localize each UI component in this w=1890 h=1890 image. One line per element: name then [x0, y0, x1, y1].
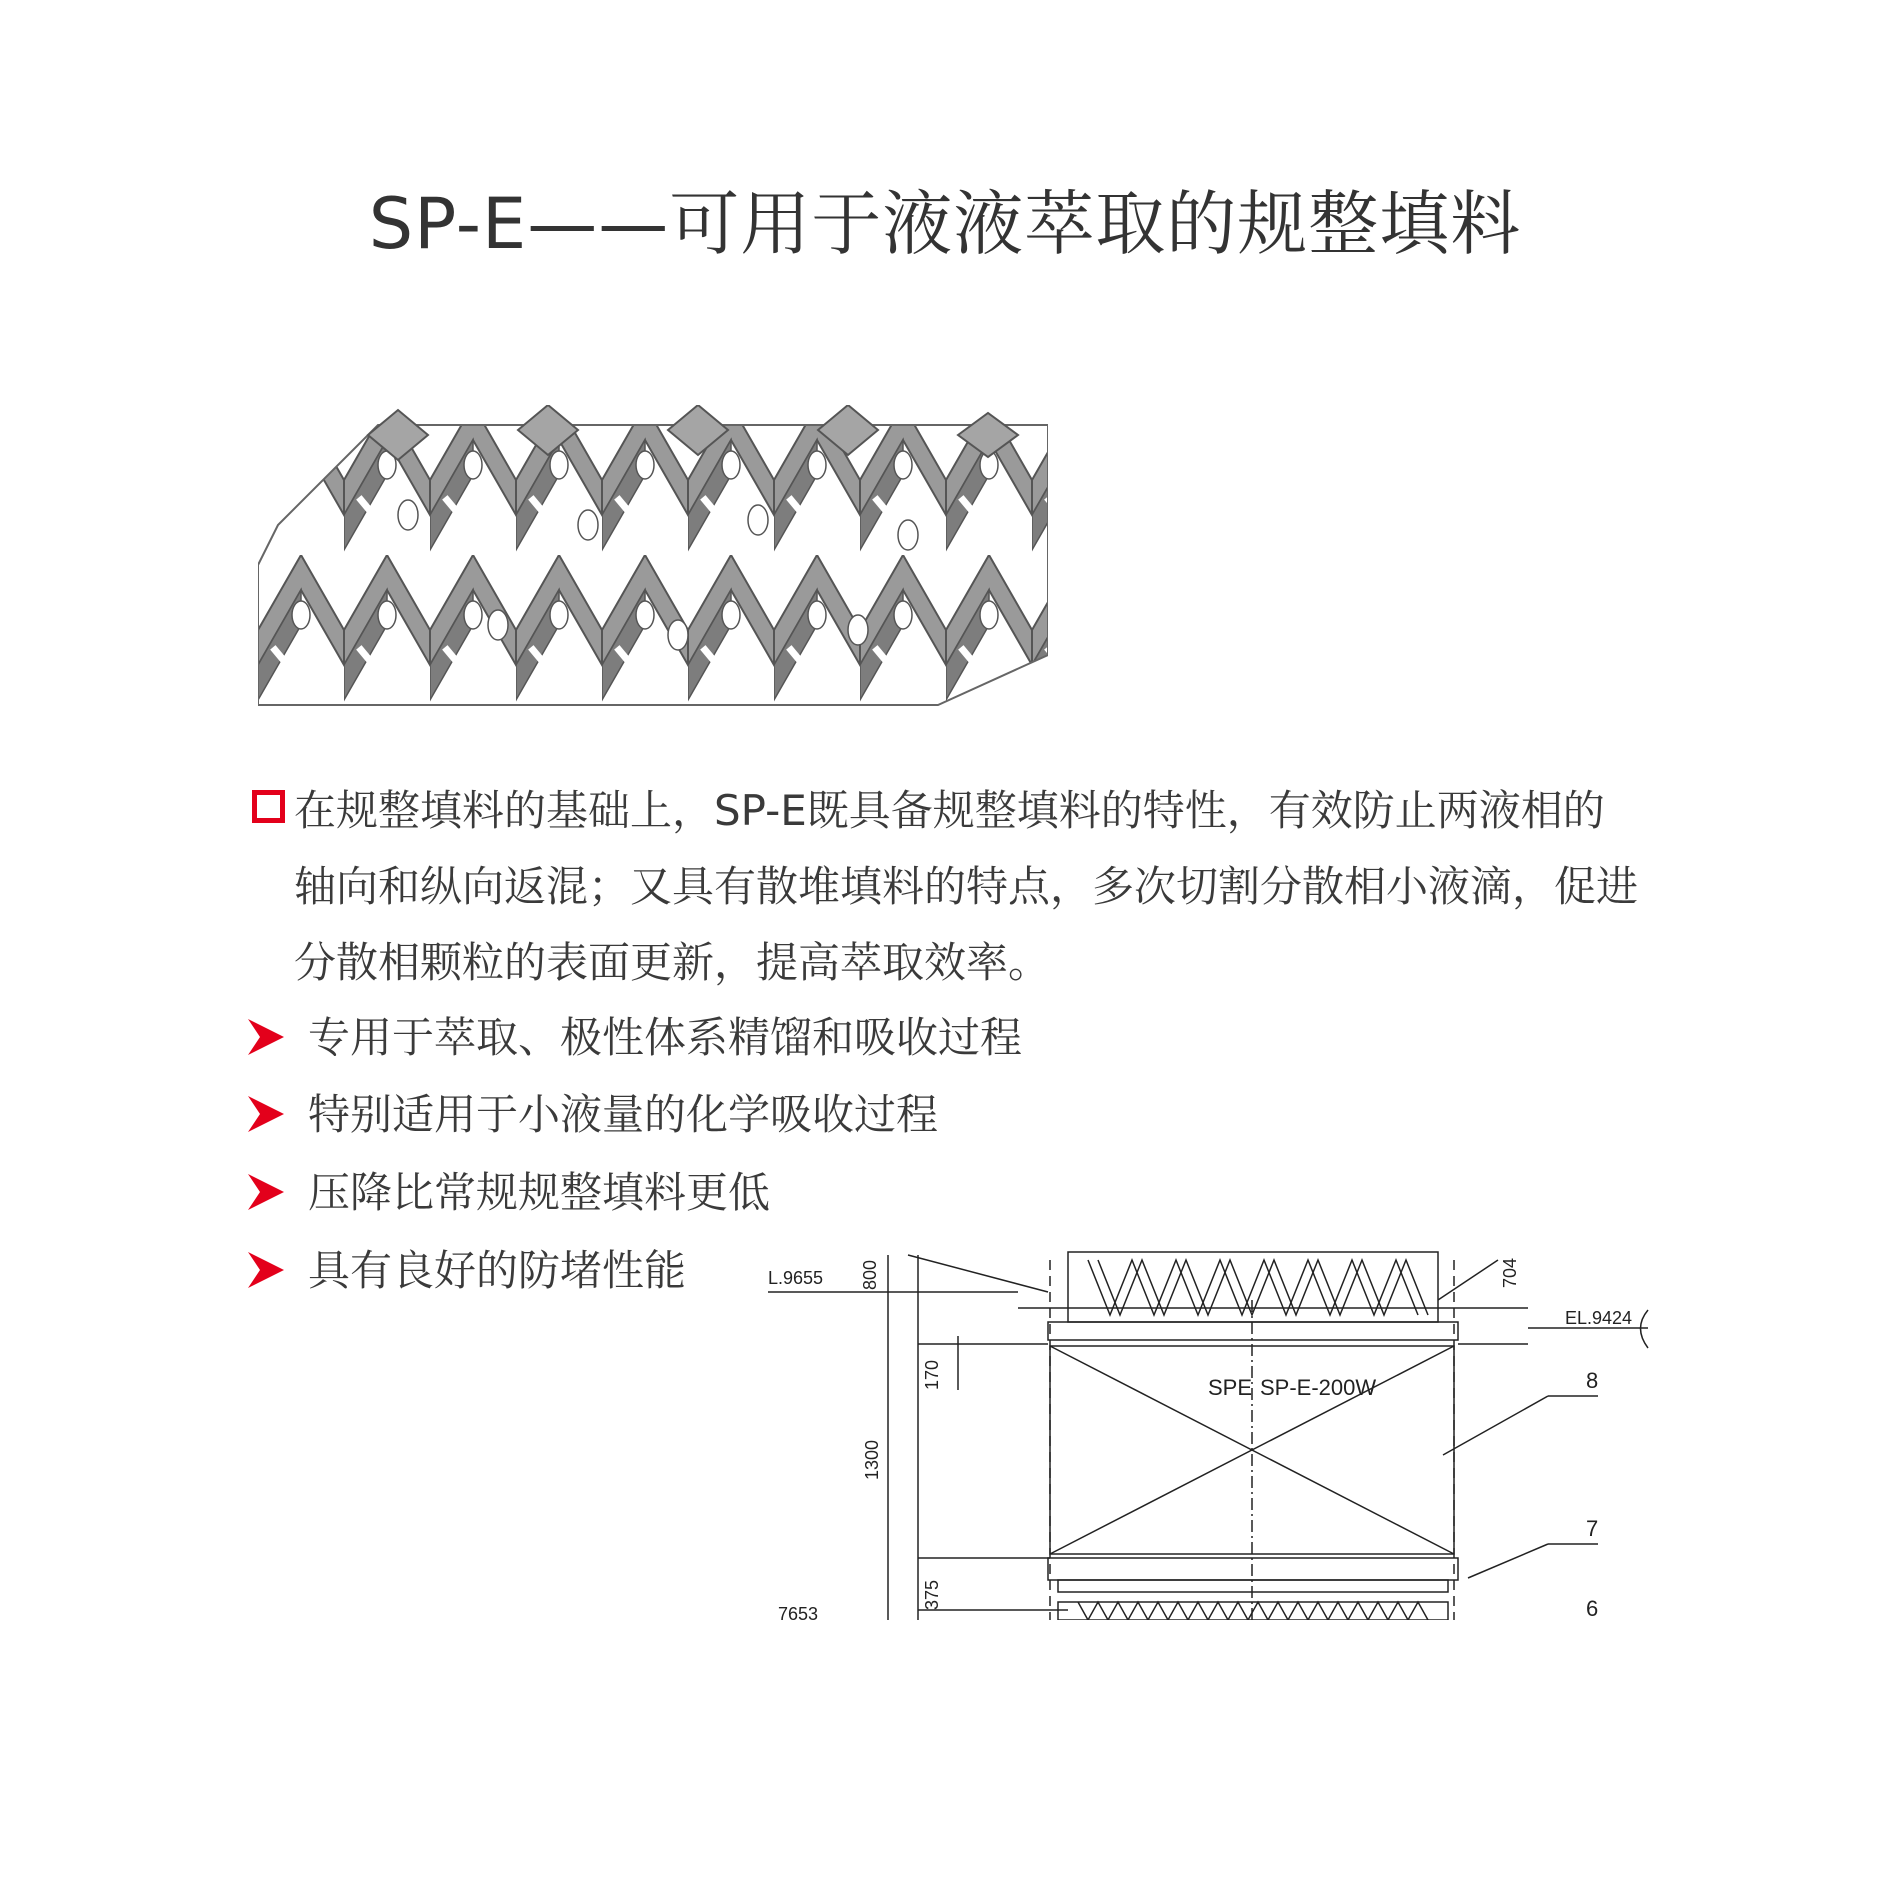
intro-line: 轴向和纵向返混；又具有散堆填料的特点，多次切割分散相小液滴，促进	[294, 862, 1639, 911]
drawing-label: 8	[1586, 1368, 1599, 1393]
drawing-label: 7	[1586, 1516, 1599, 1541]
arrowhead-icon	[248, 1017, 284, 1057]
feature-text: 具有良好的防堵性能	[308, 1246, 687, 1295]
arrowhead-icon	[248, 1172, 284, 1212]
intro-line: 在规整填料的基础上，SP-E既具备规整填料的特性，有效防止两液相的	[294, 786, 1605, 835]
hollow-square-icon	[252, 790, 285, 823]
drawing-label: EL.9424	[1565, 1308, 1633, 1328]
drawing-label: L.9655	[768, 1268, 824, 1288]
feature-text: 专用于萃取、极性体系精馏和吸收过程	[308, 1013, 1023, 1062]
packing-illustration	[258, 405, 1048, 715]
drawing-label: 375	[922, 1579, 942, 1610]
drawing-label: SPE	[1208, 1375, 1253, 1400]
drawing-label: 7653	[778, 1604, 819, 1620]
arrowhead-icon	[248, 1094, 284, 1134]
engineering-drawing	[768, 1240, 1668, 1620]
drawing-label: 1300	[862, 1439, 882, 1480]
feature-text: 压降比常规规整填料更低	[308, 1168, 771, 1217]
intro-line: 分散相颗粒的表面更新，提高萃取效率。	[294, 938, 1051, 987]
feature-text: 特别适用于小液量的化学吸收过程	[308, 1090, 939, 1139]
drawing-label: 704	[1500, 1257, 1520, 1288]
drawing-label: 6	[1586, 1596, 1599, 1620]
drawing-label: 800	[860, 1259, 880, 1290]
arrowhead-icon	[248, 1250, 284, 1290]
drawing-label: 170	[922, 1359, 942, 1390]
page-title: SP-E——可用于液液萃取的规整填料	[368, 183, 1522, 265]
drawing-label: SP-E-200W	[1260, 1375, 1377, 1400]
